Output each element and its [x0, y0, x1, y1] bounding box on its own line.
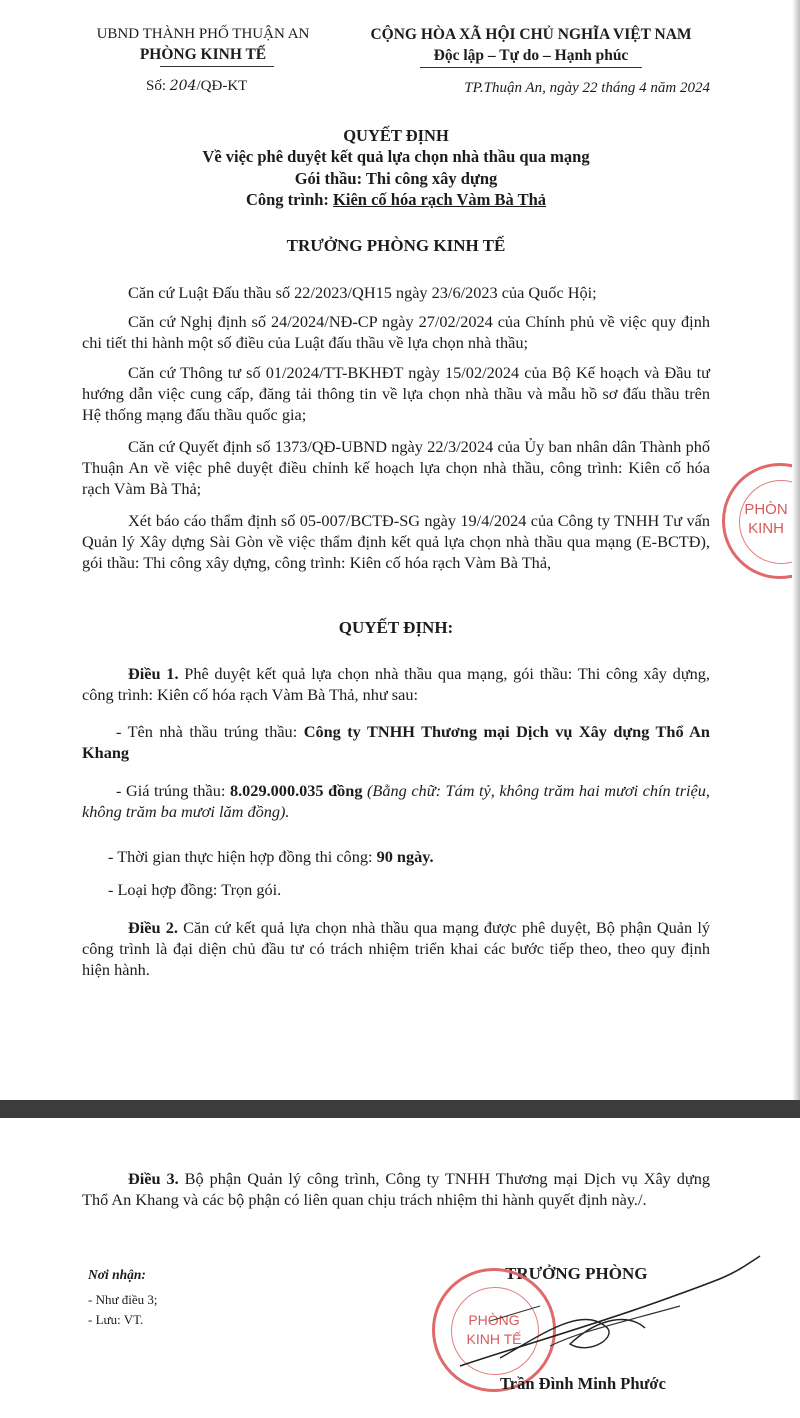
agency-name: UBND THÀNH PHỐ THUẬN AN	[96, 26, 310, 42]
document-type-heading: QUYẾT ĐỊNH	[343, 126, 449, 145]
project-line: Công trình: Kiên cố hóa rạch Vàm Bà Thả	[245, 190, 547, 209]
decision-heading: QUYẾT ĐỊNH:	[338, 618, 454, 637]
article-2: Điều 2. Căn cứ kết quả lựa chọn nhà thầu qua mạng được phê duyệt, Bộ phận Quản lý công trình là đại diện chủ đầu tư có trách nhiệm triển khai các bước tiếp theo, theo quy định hiện hành.	[82, 918, 711, 980]
authority-heading: TRƯỞNG PHÒNG KINH TẾ	[286, 236, 506, 255]
signatory-name: Trần Đình Minh Phước	[500, 1374, 666, 1393]
article-3: Điều 3. Bộ phận Quản lý công trình, Công ty TNHH Thương mại Dịch vụ Xây dựng Thổ An Khang và các bộ phận có liên quan chịu trách nhiệm thi hành quyết định này./.	[82, 1169, 711, 1210]
document-page-2	[0, 1118, 800, 1418]
article-2-label: Điều 2.	[128, 918, 178, 937]
national-motto: Độc lập – Tự do – Hạnh phúc	[433, 47, 629, 64]
handwritten-signature	[430, 1236, 770, 1386]
recipients-heading: Nơi nhận:	[88, 1267, 146, 1282]
motto-underline	[420, 67, 642, 68]
winning-contractor: - Tên nhà thầu trúng thầu: Công ty TNHH Thương mại Dịch vụ Xây dựng Thổ An Khang	[82, 722, 710, 763]
republic-title: CỘNG HÒA XÃ HỘI CHỦ NGHĨA VIỆT NAM	[370, 26, 692, 43]
legal-basis-1: Căn cứ Luật Đấu thầu số 22/2023/QH15 ngày 23/6/2023 của Quốc Hội;	[128, 283, 597, 302]
official-seal-text: PHÒNG KINH TẾ	[466, 1312, 522, 1347]
page-separator	[0, 1100, 800, 1118]
legal-basis-3: Căn cứ Thông tư số 01/2024/TT-BKHĐT ngày 15/02/2024 của Bộ Kế hoạch và Đầu tư hướng dẫn việc cung cấp, đăng tải thông tin về lựa chọn nhà thầu và mẫu hồ sơ đấu thầu trên Hệ thống mạng đấu thầu quốc gia;	[82, 363, 710, 425]
legal-basis-4: Căn cứ Quyết định số 1373/QĐ-UBND ngày 22/3/2024 của Ủy ban nhân dân Thành phố Thuận An về việc phê duyệt điều chỉnh kế hoạch lựa chọn nhà thầu, công trình: Kiên cố hóa rạch Vàm Bà Thả;	[82, 437, 710, 499]
article-3-label: Điều 3.	[128, 1169, 179, 1188]
winning-price-words: (Bằng chữ: Tám tỷ, không trăm hai mươi chín triệu, không trăm ba mươi lăm đồng).	[82, 781, 710, 822]
contract-duration-value: 90 ngày.	[376, 847, 434, 866]
place-and-date: TP.Thuận An, ngày 22 tháng 4 năm 2024	[464, 80, 710, 96]
handwritten-number: 204	[169, 78, 197, 94]
document-number: Số: 204/QĐ-KT	[146, 78, 248, 94]
contract-type: - Loại hợp đồng: Trọn gói.	[108, 880, 282, 899]
document-subject: Về việc phê duyệt kết quả lựa chọn nhà thầu qua mạng	[202, 147, 590, 166]
project-name: Kiên cố hóa rạch Vàm Bà Thả	[333, 190, 547, 209]
recipient-item: - Như điều 3;	[88, 1292, 158, 1307]
partial-seal-stamp	[722, 463, 800, 579]
partial-seal-text: PHÒN KINH	[744, 501, 788, 537]
department-name: PHÒNG KINH TẾ	[139, 46, 267, 63]
scan-edge-shadow	[792, 0, 800, 1100]
winning-price-value: 8.029.000.035 đồng	[229, 781, 363, 800]
recipient-item: - Lưu: VT.	[88, 1312, 144, 1327]
contract-duration: - Thời gian thực hiện hợp đồng thi công: 90 ngày.	[108, 847, 434, 866]
department-underline	[160, 66, 274, 67]
winning-price: - Giá trúng thầu: 8.029.000.035 đồng (Bằng chữ: Tám tỷ, không trăm hai mươi chín triệu, không trăm ba mươi lăm đồng).	[82, 781, 710, 822]
winning-contractor-name: Công ty TNHH Thương mại Dịch vụ Xây dựng Thổ An Khang	[82, 722, 710, 763]
legal-basis-5: Xét báo cáo thẩm định số 05-007/BCTĐ-SG ngày 19/4/2024 của Công ty TNHH Tư vấn Quản lý Xây dựng Sài Gòn về việc thẩm định kết quả lựa chọn nhà thầu qua mạng (E-BCTĐ), gói thầu: Thi công xây dựng, công trình: Kiên cố hóa rạch Vàm Bà Thả,	[82, 511, 710, 573]
article-1: Điều 1. Phê duyệt kết quả lựa chọn nhà thầu qua mạng, gói thầu: Thi công xây dựng, công trình: Kiên cố hóa rạch Vàm Bà Thả, như sau:	[82, 664, 710, 705]
bid-package: Gói thầu: Thi công xây dựng	[294, 169, 498, 188]
signatory-title: TRƯỞNG PHÒNG	[505, 1264, 648, 1283]
legal-basis-2: Căn cứ Nghị định số 24/2024/NĐ-CP ngày 27/02/2024 của Chính phủ về việc quy định chi tiết thi hành một số điều của Luật đấu thầu về lựa chọn nhà thầu;	[82, 312, 710, 353]
article-1-label: Điều 1.	[128, 664, 179, 683]
